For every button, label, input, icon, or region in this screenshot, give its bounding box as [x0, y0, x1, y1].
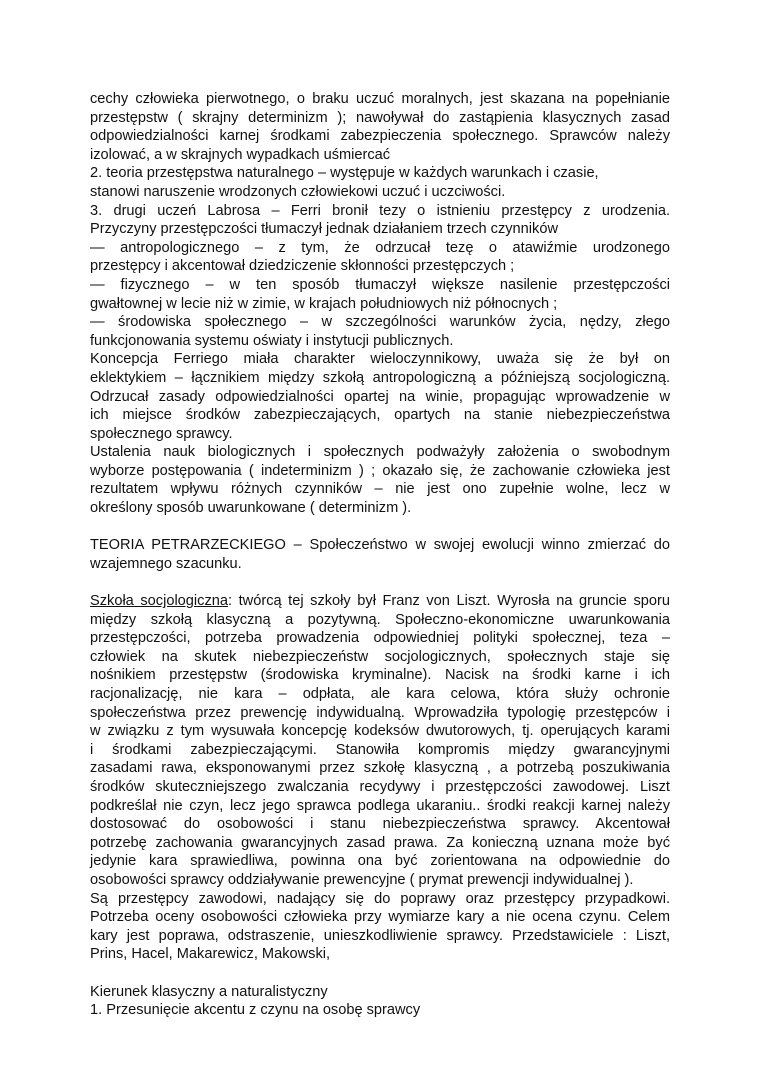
text-line: podkreślał nie czyn, lecz jego sprawca podlega ukaraniu.. środki reakcji karnej należy	[90, 797, 670, 814]
text-line: społeczeństwa przez prewencję indywidualną. Wprowadziła typologię przestępców i	[90, 704, 670, 721]
text-line: rezultatem wpływu różnych czynników – nie jest ono zupełnie wolne, lecz w	[90, 481, 670, 498]
text-line: 1. Przesunięcie akcentu z czynu na osobę sprawcy	[90, 1002, 421, 1019]
text-line: Ustalenia nauk biologicznych i społecznych podważyły założenia o swobodnym	[90, 444, 670, 461]
text-line: jedynie kara sprawiedliwa, powinna ona być zorientowana na odpowiednie do	[90, 853, 670, 870]
text-line: Potrzeba oceny osobowości człowieka przy wymiarze kary a nie ocena czynu. Celem	[90, 909, 670, 926]
text-line: i środkami zabezpieczającymi. Stanowiła kompromis między gwarancyjnymi	[90, 741, 670, 758]
text-line: Odrzucał zasady odpowiedzialności opartej na winie, propagując wprowadzenie w	[90, 388, 670, 405]
text-line: 3. drugi uczeń Labrosa – Ferri bronił tezy o istnieniu przestępcy z urodzenia.	[90, 202, 670, 219]
text-line: izolować, a w skrajnych wypadkach uśmiercać	[90, 146, 391, 163]
text-line: Koncepcja Ferriego miała charakter wieloczynnikowy, uważa się że był on	[90, 351, 670, 368]
text-line: — fizycznego – w ten sposób tłumaczył większe nasilenie przestępczości	[90, 276, 670, 293]
text-line: Przyczyny przestępczości tłumaczył jednak działaniem trzech czynników	[90, 221, 558, 238]
text-line: 2. teoria przestępstwa naturalnego – występuje w każdych warunkach i czasie,	[90, 165, 599, 182]
text-line: w związku z tym wysuwała koncepcję kodeksów dwutorowych, tj. operujących karami	[90, 723, 670, 740]
text-line: Prins, Hacel, Makarewicz, Makowski,	[90, 946, 331, 963]
text-line: Szkoła socjologiczna: twórcą tej szkoły był Franz von Liszt. Wyrosła na gruncie sporu	[90, 593, 670, 610]
text-line: przestępcy i akcentował dziedziczenie skłonności przestępczych ;	[90, 258, 515, 275]
text-line: potrzebę zachowania gwarancyjnych zasad prawa. Za konieczną uznana może być	[90, 834, 670, 851]
text-line: — środowiska społecznego – w szczególności warunków życia, nędzy, złego	[90, 314, 670, 331]
text-line: wzajemnego szacunku.	[90, 555, 242, 572]
text-line: stanowi naruszenie wrodzonych człowiekowi uczuć i uczciwości.	[90, 183, 506, 200]
text-line: eklektykiem – łącznikiem między szkołą antropologiczną a późniejszą socjologiczną.	[90, 369, 670, 386]
text-line: racjonalizację, nie kara – odpłata, ale kara celowa, która służy ochronie	[90, 686, 670, 702]
blank-line	[90, 573, 670, 592]
text-line: gwałtownej w lecie niż w zimie, w krajach południowych niż północnych ;	[90, 295, 558, 312]
text-line: TEORIA PETRARZECKIEGO – Społeczeństwo w swojej ewolucji winno zmierzać do	[90, 537, 670, 554]
text-line: Kierunek klasyczny a naturalistyczny	[90, 983, 328, 1000]
text-line: nośnikiem przestępstw (środowiska kryminalne). Nacisk na środki karne i ich	[90, 667, 670, 684]
blank-line	[90, 964, 670, 983]
text-line: osobowości sprawcy oddziaływanie prewencyjne ( prymat prewencji indywidualnej ).	[90, 871, 634, 888]
text-line: funkcjonowania systemu oświaty i instytucji publicznych.	[90, 332, 454, 349]
section-heading-underlined: Szkoła socjologiczna	[90, 593, 228, 610]
text-line: ich miejsce środków zabezpieczających, opartych na stanie niebezpieczeństwa	[90, 407, 670, 424]
text-line: kary jest poprawa, odstraszenie, unieszkodliwienie sprawcy. Przedstawiciele : Liszt,	[90, 927, 670, 944]
text-line: cechy człowieka pierwotnego, o braku uczuć moralnych, jest skazana na popełnianie	[90, 91, 670, 107]
text-line: określony sposób uwarunkowane ( determinizm ).	[90, 500, 412, 517]
text-line: środków skuteczniejszego zwalczania recydywy i przestępczości zawodowej. Liszt	[90, 778, 670, 795]
document-page	[90, 90, 670, 1020]
document-body	[90, 90, 670, 1020]
text-line: wyborze postępowania ( indeterminizm ) ; okazało się, że zachowanie człowieka jest	[90, 462, 670, 479]
text-line: odpowiedzialności karnej środkami zabezpieczenia społecznego. Sprawców należy	[90, 128, 670, 145]
text-line: człowiek na skutek niebezpieczeństw socjologicznych, społecznych staje się	[90, 648, 670, 665]
blank-line	[90, 518, 670, 537]
text-line: zasadami rawa, eksponowanymi przez szkołę klasyczną , a potrzebą poszukiwania	[90, 760, 670, 777]
text-line: przestępstw ( skrajny determinizm ); nawoływał do zastąpienia klasycznych zasad	[90, 109, 670, 126]
text-line: przestępczości, potrzeba prowadzenia odpowiedniej polityki społecznej, teza –	[90, 630, 670, 647]
text-line: dostosować do osobowości i stanu niebezpieczeństwa sprawcy. Akcentował	[90, 816, 670, 833]
text-line: — antropologicznego – z tym, że odrzucał tezę o atawiźmie urodzonego	[90, 239, 670, 256]
text-line: społecznego sprawcy.	[90, 425, 233, 442]
text-line: między szkołą klasyczną a pozytywną. Społeczno-ekonomiczne uwarunkowania	[90, 611, 670, 628]
text-line: Są przestępcy zawodowi, nadający się do poprawy oraz przestępcy przypadkowi.	[90, 890, 670, 907]
